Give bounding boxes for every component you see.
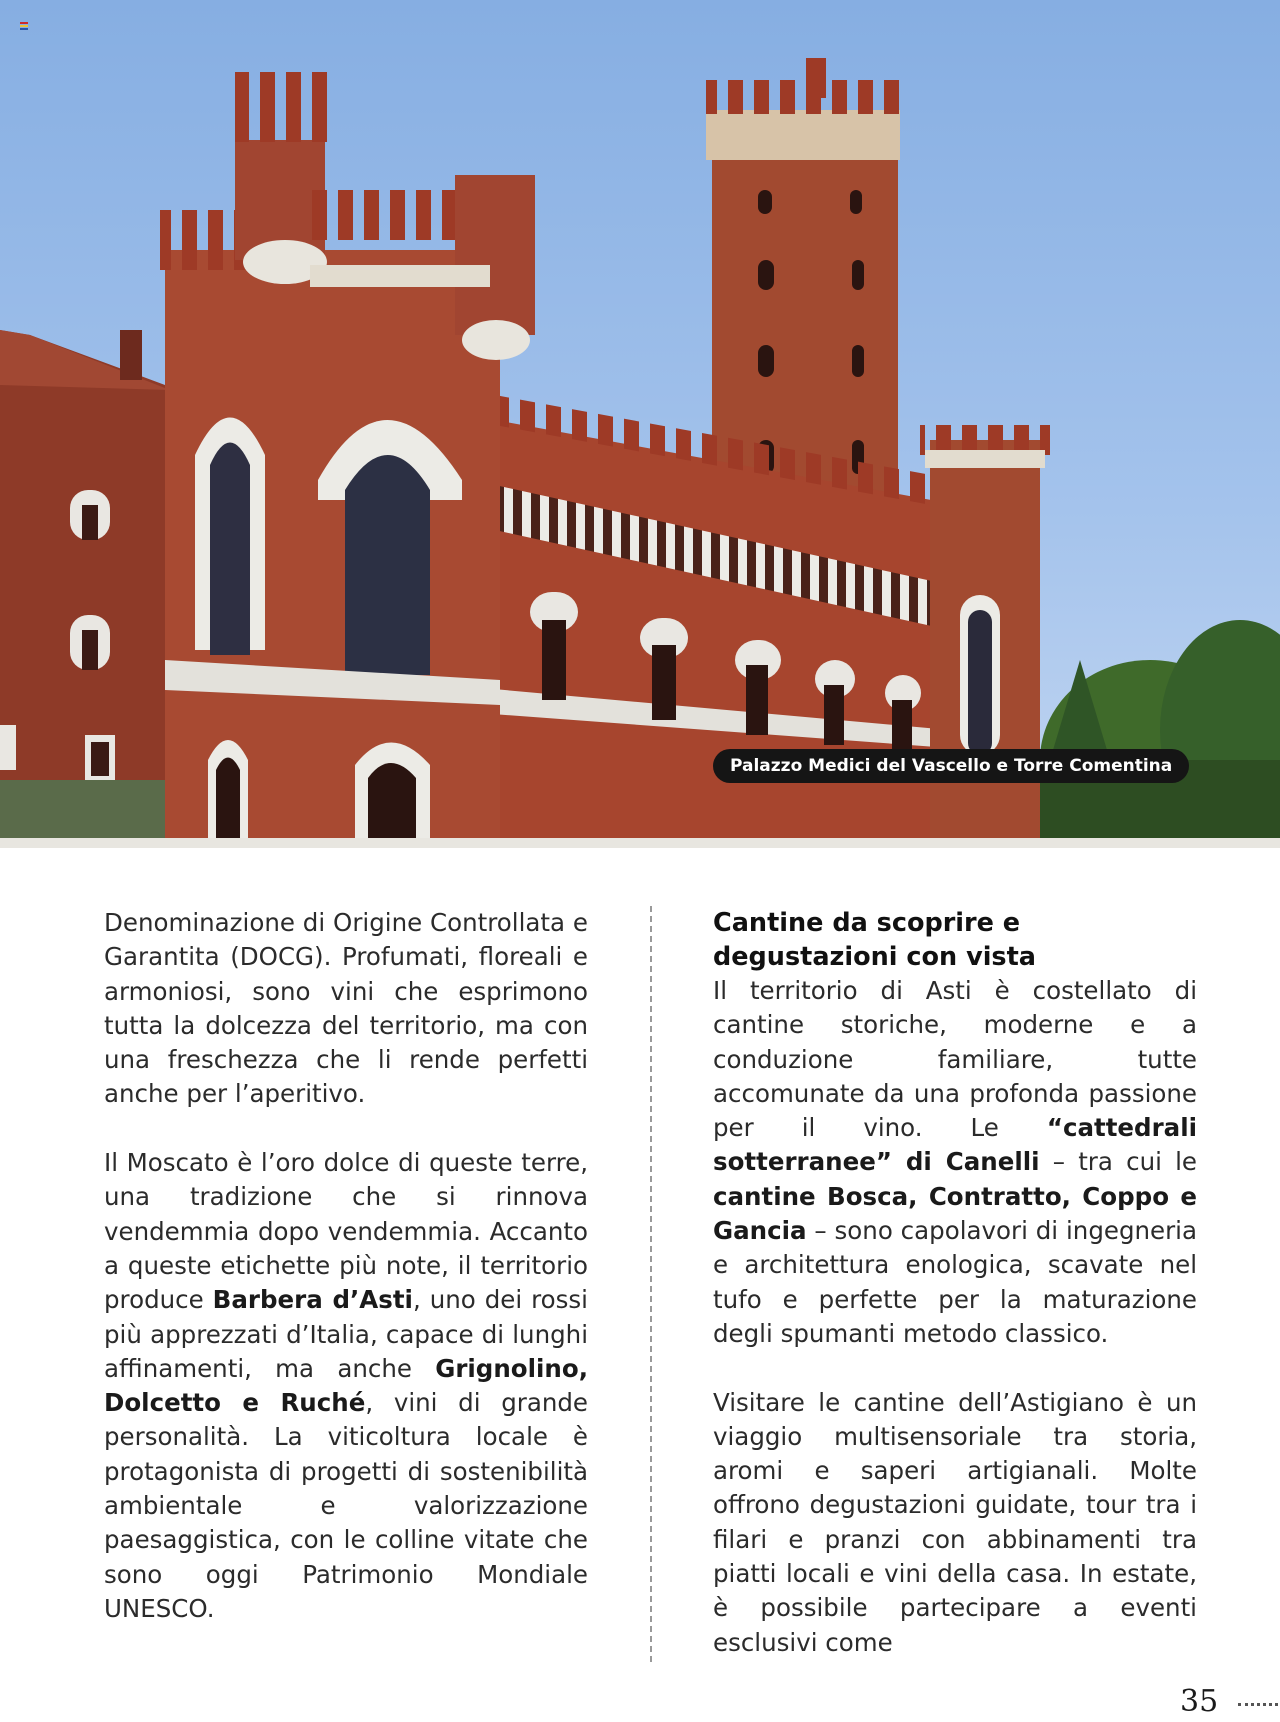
paragraph: Visitare le cantine dell’Astigiano è un viaggio multisensoriale tra storia, aromi e saperi artigianali. Molte offrono degustazioni guidate, tour tra i filari e pranzi con abbinamenti tra piatti locali e vini della casa. In estate, è possibile partecipare a eventi esclusivi come — [713, 1387, 1197, 1657]
flag-stripe-2 — [20, 25, 28, 27]
hero-photo — [0, 0, 1280, 848]
main-keep — [160, 72, 535, 848]
bold-text: “cattedrali sotterranee” di Canelli — [713, 1113, 1197, 1177]
flag-icon — [20, 22, 28, 29]
right-turret — [920, 425, 1050, 848]
bold-text: Grignolino, Dolcetto e Ruché — [104, 1353, 588, 1418]
left-column — [104, 906, 588, 1626]
flag-stripe-1 — [20, 22, 28, 24]
castle-illustration — [0, 0, 1280, 848]
flag-stripe-3 — [20, 28, 28, 30]
bold-text: cantine Bosca, Contratto, Coppo e Gancia — [713, 1181, 1197, 1246]
page-number-dots — [1238, 1703, 1278, 1709]
right-column — [713, 906, 1197, 1660]
page-number: 35 — [1180, 1684, 1219, 1719]
section-heading: Cantine da scoprire e degustazioni con vista — [713, 908, 1037, 972]
paragraph: Denominazione di Origine Controllata e Garantita (DOCG). Profumati, floreali e armoniosi, sono vini che esprimono tutta la dolcezza del territorio, ma con una freschezza che li rende perfetti anche per l’aperitivo. — [104, 908, 588, 1109]
paragraph: Il Moscato è l’oro dolce di queste terre, una tradizione che si rinnova vendemmia dopo vendemmia. Accanto a queste etichette più note, il territorio produce Barbera d’Asti, uno dei rossi più apprezzati d’Italia, capace di lunghi affinamenti, ma anche Grignolino, Dolcetto e Ruché, vini di grande personalità. La viticoltura locale è protagonista di progetti di sostenibilità ambientale e valorizzazione paesaggistica, con le colline vitate che sono oggi Patrimonio Mondiale UNESCO. — [104, 1148, 588, 1623]
bold-text: Barbera d’Asti — [212, 1285, 413, 1315]
left-building — [0, 330, 170, 848]
photo-caption: Palazzo Medici del Vascello e Torre Comentina — [713, 749, 1189, 783]
paragraph: Il territorio di Asti è costellato di cantine storiche, moderne e a conduzione familiare, tutte accomunate da una profonda passione per il vino. Le “cattedrali sotterranee” di Canelli – tra cui le cantine Bosca, Contratto, Coppo e Gancia – sono capolavori di ingegneria e architettura enologica, scavate nel tufo e perfette per la maturazione degli spumanti metodo classico. — [713, 976, 1197, 1348]
column-divider — [650, 906, 652, 1662]
trees — [1030, 620, 1280, 848]
